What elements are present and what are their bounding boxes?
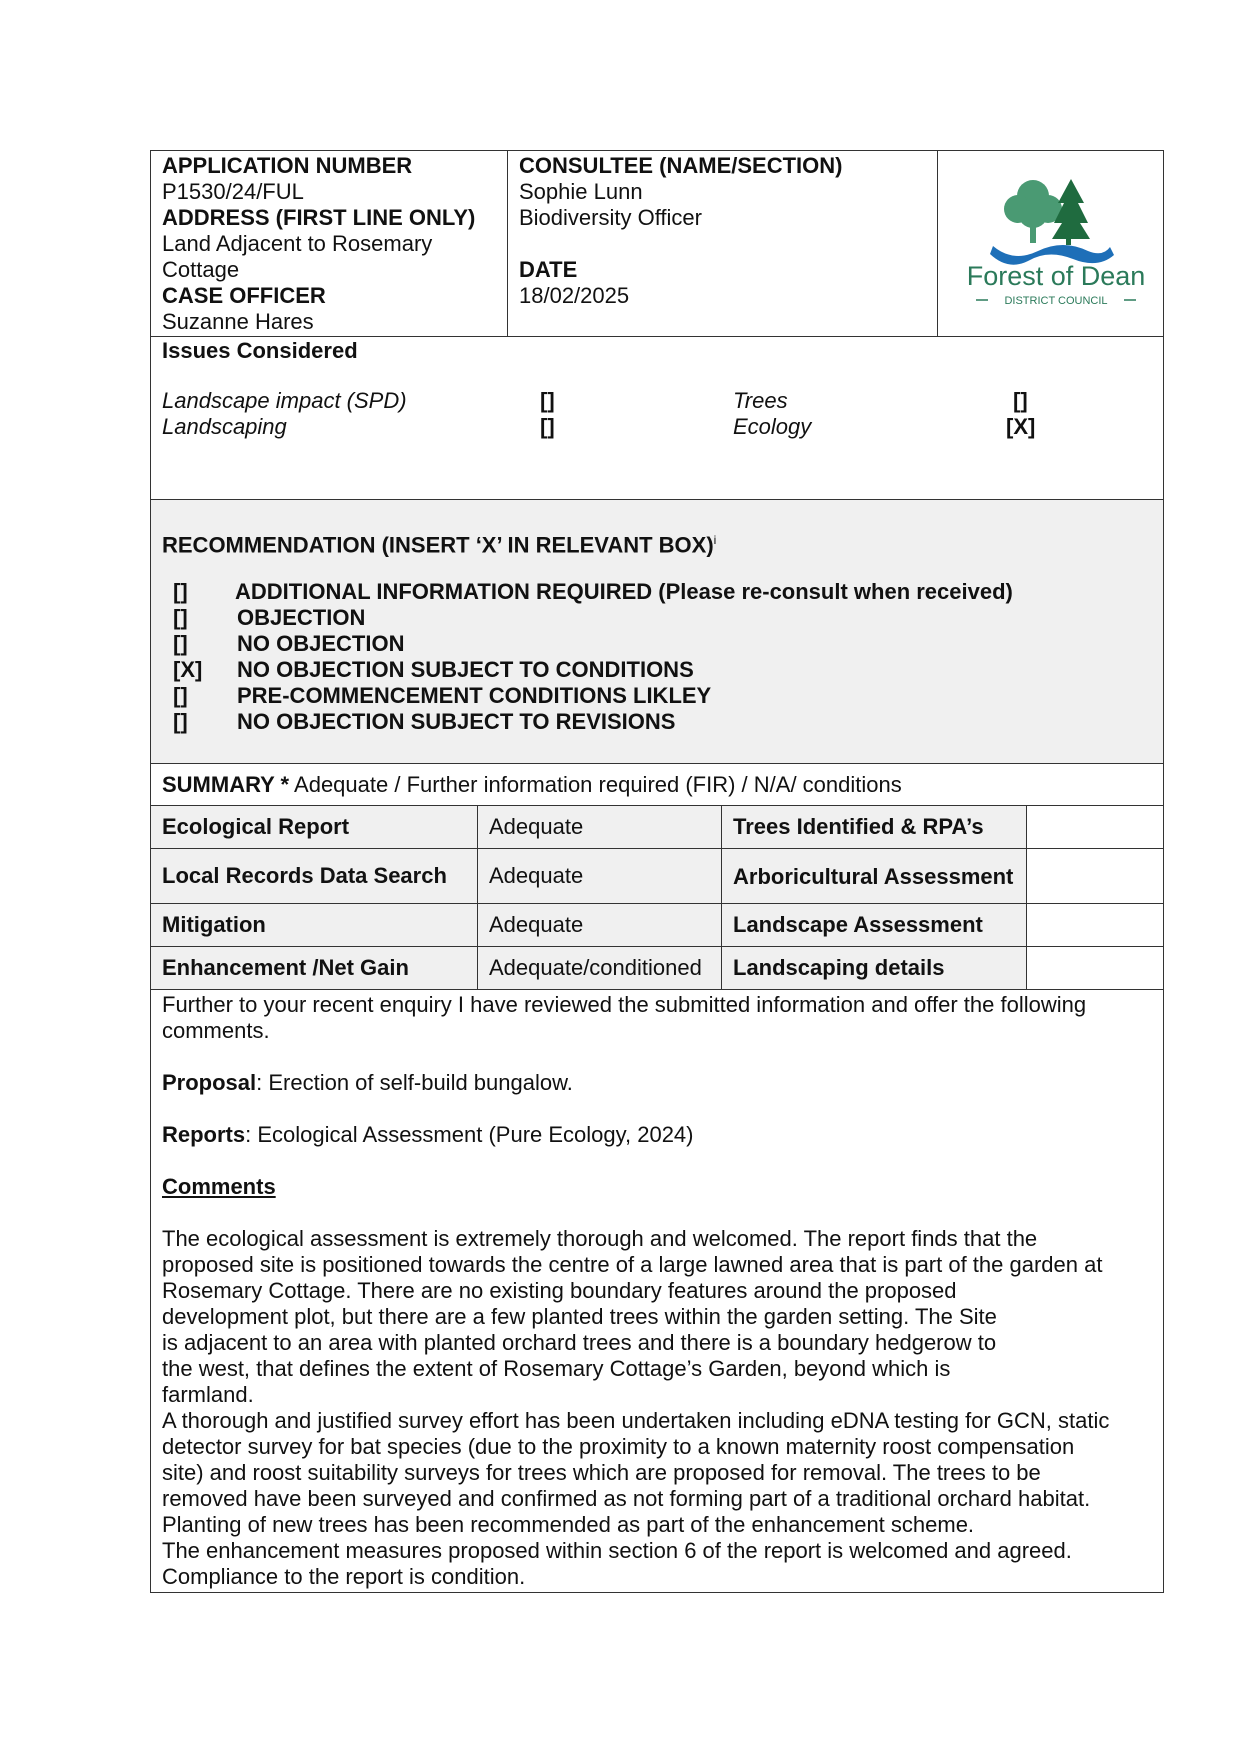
summary-text: Adequate / Further information required (FIR) / N/A/ conditions: [294, 771, 902, 797]
option-no-objection: NO OBJECTION: [237, 631, 405, 656]
address: Land Adjacent to Rosemary Cottage: [162, 231, 433, 282]
logo-text: Forest of Dean: [966, 261, 1146, 291]
tree-item: Landscape Assessment: [722, 904, 1027, 946]
tree-item: Arboricultural Assessment: [722, 849, 1027, 903]
comments-heading: Comments: [162, 1174, 276, 1199]
date-label: DATE: [519, 257, 578, 282]
comments-paragraph-3: The enhancement measures proposed within section 6 of the report is welcomed and agreed. Compliance to the report is condition.: [162, 1538, 1072, 1589]
case-officer-label: CASE OFFICER: [162, 283, 326, 308]
option-additional-info: ADDITIONAL INFORMATION REQUIRED (Please re-consult when received): [235, 579, 1013, 604]
summary-row: [151, 764, 1163, 806]
application-cell: [151, 151, 508, 336]
option-mark: []: [173, 709, 188, 734]
option-no-objection-revisions: NO OBJECTION SUBJECT TO REVISIONS: [237, 709, 676, 734]
option-mark: [X]: [173, 657, 203, 682]
issue-ecology: Ecology: [733, 414, 812, 439]
option-no-objection-conditions: NO OBJECTION SUBJECT TO CONDITIONS: [237, 657, 694, 682]
consultee-cell: [508, 151, 938, 336]
issues-section: [151, 337, 1163, 500]
date: 18/02/2025: [519, 283, 630, 308]
assessment-value: Adequate/conditioned: [478, 947, 722, 989]
app-number-label: APPLICATION NUMBER: [162, 153, 413, 178]
intro-text: Further to your recent enquiry I have reviewed the submitted information and offer the following comments.: [162, 992, 1087, 1043]
case-officer: Suzanne Hares: [162, 309, 314, 334]
option-objection: OBJECTION: [237, 605, 366, 630]
tree-item: Trees Identified & RPA’s: [722, 806, 1027, 848]
issue-landscaping: Landscaping: [162, 414, 287, 439]
issue-landscaping-mark: []: [540, 414, 555, 439]
logo-cell: [938, 151, 1163, 336]
consultee-label: CONSULTEE (NAME/SECTION): [519, 153, 843, 178]
summary-label: SUMMARY *: [162, 771, 290, 797]
assessment-value: Adequate: [478, 849, 722, 903]
tree-value: [1027, 806, 1163, 848]
issue-landscape-impact: Landscape impact (SPD): [162, 388, 407, 413]
recommendation-title: RECOMMENDATION (INSERT ‘X’ IN RELEVANT BOX)$^i$: [162, 532, 717, 558]
summary-cell: [151, 770, 913, 800]
consultee-name: Sophie Lunn: [519, 179, 643, 204]
reports-line: Reports: Ecological Assessment (Pure Ecology, 2024): [162, 1122, 694, 1147]
issues-title: Issues Considered: [162, 338, 358, 363]
comments-body: [151, 990, 1163, 1592]
comments-paragraph-1: The ecological assessment is extremely thorough and welcomed. The report finds that the proposed site is positioned towards the centre of a large lawned area that is part of the garden at Rosemary Cottage. There are no existing boundary features around the proposed development plot, but there are a few planted trees within the garden setting. The Site is adjacent to an area with planted orchard trees and there is a boundary hedgerow to the west, that defines the extent of Rosemary Cottage’s Garden, beyond which is farmland.: [162, 1226, 1103, 1407]
logo-subtext: DISTRICT COUNCIL: [1004, 295, 1108, 307]
assessment-item: Ecological Report: [151, 806, 478, 848]
tree-value: [1027, 947, 1163, 989]
tree-value: [1027, 904, 1163, 946]
option-pre-commencement: PRE-COMMENCEMENT CONDITIONS LIKLEY: [237, 683, 712, 708]
assessment-item: Enhancement /Net Gain: [151, 947, 478, 989]
recommendation-section: [151, 500, 1163, 764]
option-mark: []: [173, 631, 188, 656]
tree-value: [1027, 849, 1163, 903]
option-mark: []: [173, 579, 188, 604]
option-mark: []: [173, 605, 188, 630]
issue-trees: Trees: [733, 388, 788, 413]
tree-item: Landscaping details: [722, 947, 1027, 989]
comments-paragraph-2: A thorough and justified survey effort has been undertaken including eDNA testing for GCN, static detector survey for bat species (due to the proximity to a known maternity roost compensation site) and roost suitability surveys for trees which are proposed for removal. The trees to be removed have been surveyed and confirmed as not forming part of a traditional orchard habitat. Planting of new trees has been recommended as part of the enhancement scheme.: [162, 1408, 1110, 1537]
table-row: [151, 904, 1163, 947]
table-row: [151, 806, 1163, 849]
assessment-value: Adequate: [478, 904, 722, 946]
tree-icon: [1004, 179, 1090, 245]
assessment-value: Adequate: [478, 806, 722, 848]
app-number: P1530/24/FUL: [162, 179, 304, 204]
proposal-line: Proposal: Erection of self-build bungalow.: [162, 1070, 573, 1095]
option-mark: []: [173, 683, 188, 708]
assessment-item: Local Records Data Search: [151, 849, 478, 903]
table-row: [151, 947, 1163, 990]
assessment-item: Mitigation: [151, 904, 478, 946]
header-row: [151, 151, 1163, 337]
consultation-form: [150, 150, 1164, 1593]
address-label: ADDRESS (FIRST LINE ONLY): [162, 205, 476, 230]
consultee-role: Biodiversity Officer: [519, 205, 702, 230]
table-row: [151, 849, 1163, 904]
issue-ecology-mark: [X]: [1006, 414, 1036, 439]
council-logo: [938, 151, 1163, 335]
issue-trees-mark: []: [1013, 388, 1028, 413]
issue-landscape-impact-mark: []: [540, 388, 555, 413]
